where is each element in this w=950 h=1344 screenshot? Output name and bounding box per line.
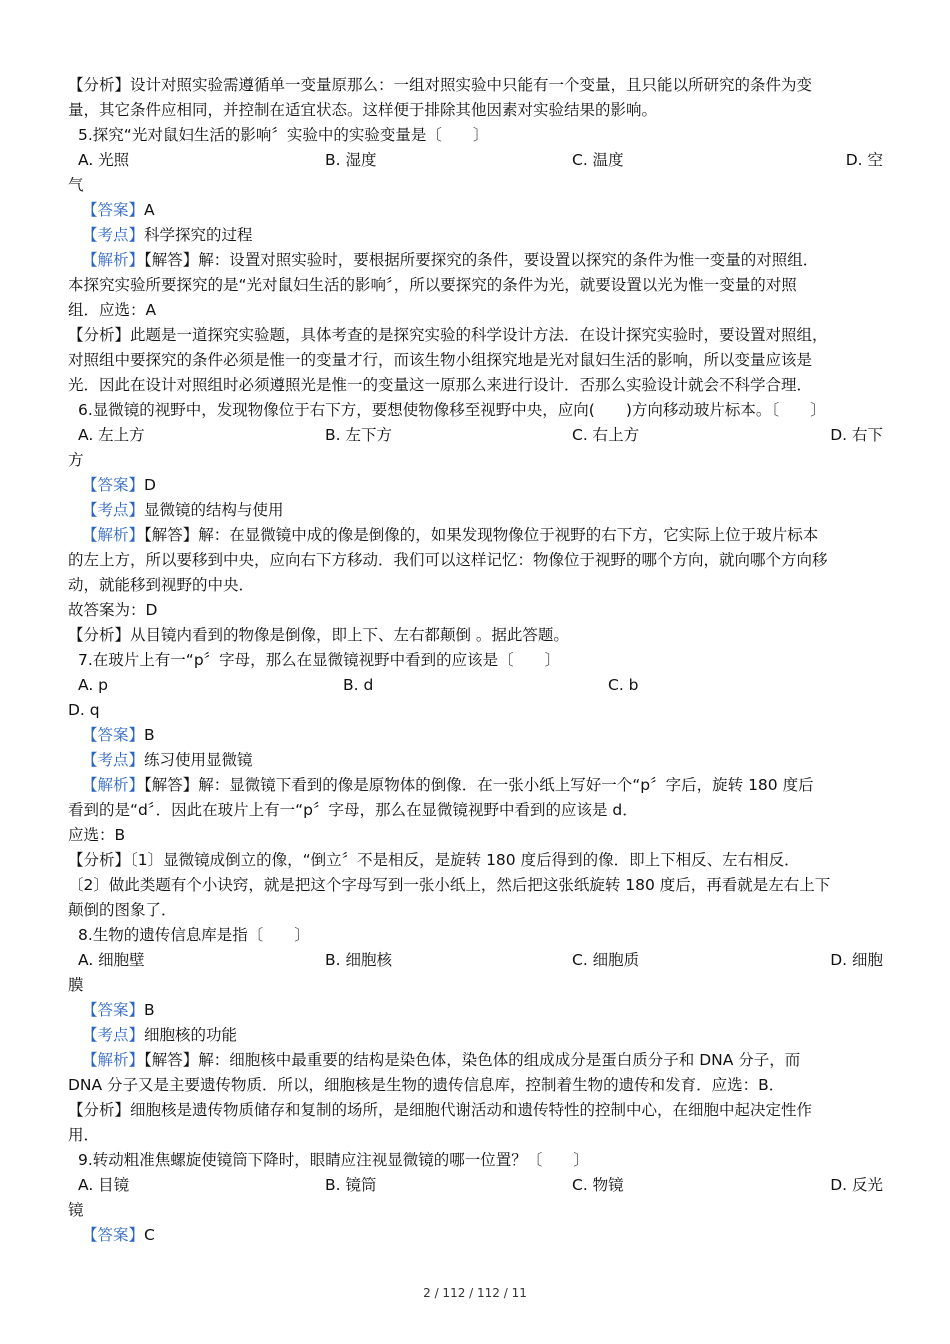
- jiexi-label: 【解析】: [82, 1051, 145, 1069]
- kaodian-label: 【考点】: [82, 226, 145, 244]
- answer-value: B: [144, 726, 155, 744]
- option-d: D. 空: [845, 151, 883, 169]
- question-7: 7.在玻片上有一“p〞字母，那么在显微镜视野中看到的应该是〔 〕: [78, 651, 561, 669]
- option-b: B. 细胞核: [325, 951, 392, 969]
- question-7-options: [68, 673, 883, 698]
- jiexi-text: 组．应选：A: [68, 301, 157, 319]
- kaodian-line: [68, 748, 883, 773]
- answer-label: 【答案】: [82, 1001, 145, 1019]
- option-c: C. 细胞质: [572, 951, 640, 969]
- analysis-text: 【分析】细胞核是遗传物质储存和复制的场所，是细胞代谢活动和遗传特性的控制中心，在细胞中起决定性作: [68, 1101, 813, 1119]
- jiexi-line: [68, 1048, 883, 1073]
- option-a: A. 目镜: [78, 1176, 130, 1194]
- option-d: D. 反光: [830, 1176, 883, 1194]
- kaodian-value: 科学探究的过程: [144, 226, 253, 244]
- kaodian-value: 练习使用显微镜: [144, 751, 253, 769]
- kaodian-line: [68, 223, 883, 248]
- option-b: B. d: [343, 676, 374, 694]
- option-a: A. 左上方: [78, 426, 145, 444]
- analysis-text: 【分析】从目镜内看到的物像是倒像，即上下、左右都颠倒 。据此答题。: [68, 626, 569, 644]
- kaodian-label: 【考点】: [82, 751, 145, 769]
- option-b: B. 湿度: [325, 151, 377, 169]
- analysis-text: 颠倒的图象了．: [68, 901, 177, 919]
- answer-line: [68, 198, 883, 223]
- jiexi-label: 【解析】: [82, 776, 145, 794]
- jiexi-text: 【解答】解：显微镜下看到的像是原物体的倒像．在一张小纸上写好一个“p〞字后，旋转 180 度后: [144, 776, 814, 794]
- jiexi-text: 看到的是“d〞．因此在玻片上有一“p〞字母，那么在显微镜视野中看到的应该是 d．: [68, 801, 638, 819]
- option-d: D. q: [68, 701, 100, 719]
- option-a: A. 光照: [78, 151, 130, 169]
- analysis-text: 【分析】此题是一道探究实验题，具体考查的是探究实验的科学设计方法．在设计探究实验时，要设置对照组，: [68, 326, 828, 344]
- question-6: 6.显微镜的视野中，发现物像位于右下方，要想使物像移至视野中央，应向( )方向移动玻片标本。〔 〕: [78, 401, 826, 419]
- question-5: 5.探究“光对鼠妇生活的影响〞实验中的实验变量是〔 〕: [78, 126, 489, 144]
- analysis-text: 量，其它条件应相同，并控制在适宜状态。这样便于排除其他因素对实验结果的影响。: [68, 101, 658, 119]
- option-d: D. 细胞: [830, 951, 883, 969]
- option-wrap: 膜: [68, 976, 84, 994]
- jiexi-text: 故答案为：D: [68, 601, 158, 619]
- kaodian-line: [68, 1023, 883, 1048]
- analysis-text: 用．: [68, 1126, 100, 1144]
- analysis-text: 【分析】设计对照实验需遵循单一变量原那么：一组对照实验中只能有一个变量，且只能以所研究的条件为变: [68, 76, 813, 94]
- kaodian-line: [68, 498, 883, 523]
- answer-line: [68, 473, 883, 498]
- answer-value: C: [144, 1226, 155, 1244]
- question-8: 8.生物的遗传信息库是指〔 〕: [78, 926, 310, 944]
- jiexi-text: 【解答】解：细胞核中最重要的结构是染色体，染色体的组成成分是蛋白质分子和 DNA 分子，而: [144, 1051, 801, 1069]
- jiexi-label: 【解析】: [82, 251, 145, 269]
- option-a: A. 细胞壁: [78, 951, 145, 969]
- analysis-text: 对照组中要探究的条件必须是惟一的变量才行，而该生物小组探究地是光对鼠妇生活的影响，所以变量应该是: [68, 351, 813, 369]
- option-c: C. b: [608, 676, 639, 694]
- jiexi-text: DNA 分子又是主要遗传物质．所以，细胞核是生物的遗传信息库，控制着生物的遗传和发育．应选：B．: [68, 1076, 785, 1094]
- jiexi-text: 的左上方，所以要移到中央，应向右下方移动．我们可以这样记忆：物像位于视野的哪个方向，就向哪个方向移: [68, 551, 828, 569]
- option-b: B. 镜筒: [325, 1176, 377, 1194]
- jiexi-text: 【解答】解：在显微镜中成的像是倒像的，如果发现物像位于视野的右下方，它实际上位于玻片标本: [144, 526, 819, 544]
- jiexi-text: 应选：B: [68, 826, 126, 844]
- answer-value: D: [144, 476, 156, 494]
- analysis-text: 〔2〕做此类题有个小诀窍，就是把这个字母写到一张小纸上，然后把这张纸旋转 180 度后，再看就是左右上下: [68, 876, 831, 894]
- jiexi-text: 动，就能移到视野的中央．: [68, 576, 255, 594]
- document-body: [68, 73, 883, 1248]
- answer-label: 【答案】: [82, 1226, 145, 1244]
- option-wrap: 气: [68, 176, 84, 194]
- page-number: 2 / 112 / 112 / 11: [423, 1286, 527, 1300]
- analysis-text: 【分析】〔1〕显微镜成倒立的像，“倒立〞不是相反，是旋转 180 度后得到的像．即上下相反、左右相反．: [68, 851, 800, 869]
- answer-value: A: [144, 201, 155, 219]
- option-c: C. 右上方: [572, 426, 640, 444]
- jiexi-line: [68, 248, 883, 273]
- jiexi-label: 【解析】: [82, 526, 145, 544]
- jiexi-line: [68, 523, 883, 548]
- kaodian-value: 细胞核的功能: [144, 1026, 238, 1044]
- option-d: D. 右下: [830, 426, 883, 444]
- question-9: 9.转动粗准焦螺旋使镜筒下降时，眼睛应注视显微镜的哪一位置？〔 〕: [78, 1151, 589, 1169]
- kaodian-label: 【考点】: [82, 501, 145, 519]
- option-c: C. 温度: [572, 151, 624, 169]
- option-b: B. 左下方: [325, 426, 392, 444]
- option-wrap: 方: [68, 451, 84, 469]
- option-a: A. p: [78, 676, 109, 694]
- question-8-options: [68, 948, 883, 973]
- answer-line: [68, 998, 883, 1023]
- question-9-options: [68, 1173, 883, 1198]
- kaodian-value: 显微镜的结构与使用: [144, 501, 284, 519]
- question-6-options: [68, 423, 883, 448]
- kaodian-label: 【考点】: [82, 1026, 145, 1044]
- jiexi-text: 本探究实验所要探究的是“光对鼠妇生活的影响〞，所以要探究的条件为光，就要设置以光为惟一变量的对照: [68, 276, 797, 294]
- option-c: C. 物镜: [572, 1176, 624, 1194]
- answer-line: [68, 1223, 883, 1248]
- answer-line: [68, 723, 883, 748]
- answer-value: B: [144, 1001, 155, 1019]
- question-5-options: [68, 148, 883, 173]
- answer-label: 【答案】: [82, 476, 145, 494]
- answer-label: 【答案】: [82, 726, 145, 744]
- jiexi-line: [68, 773, 883, 798]
- jiexi-text: 【解答】解：设置对照实验时，要根据所要探究的条件，要设置以探究的条件为惟一变量的对照组．: [144, 251, 819, 269]
- analysis-text: 光．因此在设计对照组时必须遵照光是惟一的变量这一原那么来进行设计．否那么实验设计就会不科学合理．: [68, 376, 813, 394]
- option-wrap: 镜: [68, 1201, 84, 1219]
- answer-label: 【答案】: [82, 201, 145, 219]
